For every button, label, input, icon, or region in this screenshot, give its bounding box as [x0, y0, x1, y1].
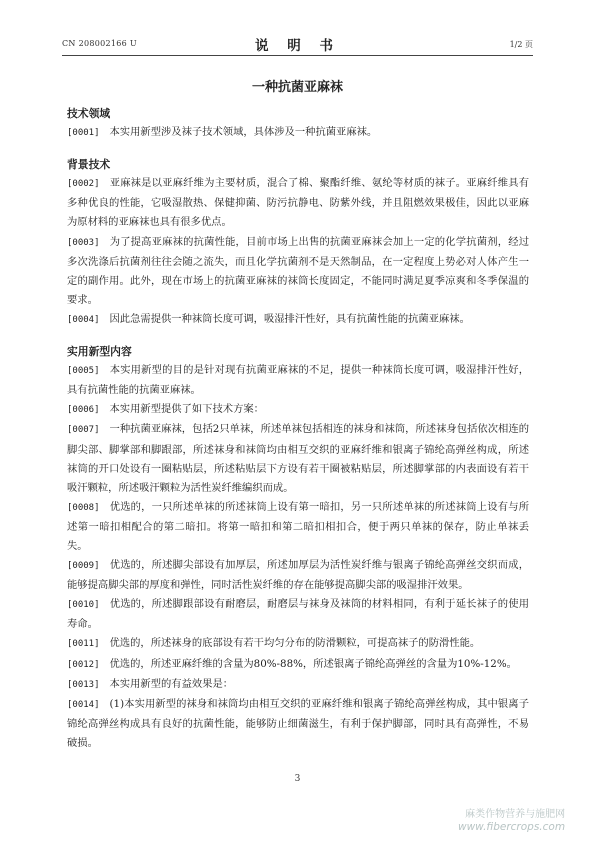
- paragraph: [67, 361, 529, 400]
- paragraph: [67, 695, 529, 753]
- paragraph-number: [0006]: [67, 405, 100, 416]
- paragraph-number: [0007]: [67, 425, 100, 436]
- paragraph-number: [0009]: [67, 561, 100, 572]
- paragraph: [67, 123, 529, 143]
- paragraph: [67, 675, 529, 695]
- paragraph: [67, 655, 529, 675]
- paragraph-number: [0001]: [67, 128, 100, 139]
- paragraph-number: [0005]: [67, 366, 100, 377]
- paragraph-text: 优选的，所述袜身的底部设有若干均匀分布的防滑颗粒，可提高袜子的防滑性能。: [109, 637, 481, 650]
- paragraph-number: [0012]: [67, 659, 100, 670]
- paragraph: [67, 310, 529, 330]
- paragraph: [67, 233, 529, 310]
- page-number: 3: [294, 774, 301, 784]
- paragraph: [67, 498, 529, 556]
- paragraph-text: (1)本实用新型的袜身和袜筒均由相互交织的亚麻纤维和银离子锦纶高弹丝构成，其中银离子锦纶高弹丝构成具有良好的抗菌性能，能够防止细菌滋生，有利于保护脚部，同时具有高弹性，不易破损。: [67, 697, 529, 749]
- paragraph-text: 优选的，一只所述单袜的所述袜筒上设有第一暗扣，另一只所述单袜的所述袜筒上设有与所述第一暗扣相配合的第二暗扣。将第一暗扣和第二暗扣相扣合，便于两只单袜的保存，防止单袜丢失。: [67, 500, 529, 552]
- paragraph: [67, 595, 529, 634]
- section-heading: 背景技术: [67, 158, 111, 172]
- paragraph: [67, 420, 529, 497]
- paragraph: [67, 556, 529, 595]
- document-body: [67, 104, 529, 753]
- paragraph-number: [0011]: [67, 639, 100, 650]
- paragraph-text: 因此急需提供一种袜筒长度可调，吸湿排汗性好，具有抗菌性能的抗菌亚麻袜。: [109, 312, 470, 325]
- paragraph-text: 优选的，所述脚跟部设有耐磨层，耐磨层与袜身及袜筒的材料相同，有利于延长袜子的使用寿命。: [67, 598, 529, 631]
- paragraph-number: [0003]: [67, 237, 100, 248]
- paragraph: [67, 174, 529, 232]
- watermark-name: 麻类作物营养与施肥网: [465, 809, 566, 820]
- watermark-url: www.fibercrops.com: [458, 821, 566, 833]
- watermark: [458, 808, 565, 834]
- paragraph-number: [0008]: [67, 502, 100, 513]
- document-type: 说 明 书: [255, 38, 340, 54]
- paragraph-number: [0010]: [67, 600, 100, 611]
- header-divider: [62, 55, 533, 56]
- paragraph-number: [0002]: [67, 179, 100, 190]
- page-label: 1/2 页: [509, 40, 533, 49]
- document-title: 一种抗菌亚麻袜: [251, 80, 343, 95]
- paragraph-text: 一种抗菌亚麻袜，包括2只单袜，所述单袜包括相连的袜身和袜筒，所述袜身包括依次相连的脚尖部、脚掌部和脚跟部，所述袜身和袜筒均由相互交织的亚麻纤维和银离子锦纶高弹丝构成，所述袜筒的开口处设有一圈粘贴层，所述粘贴层下方设有若干圈被粘贴层，所述脚掌部的内表面设有若干吸汗颗粒，所述吸汗颗粒为活性炭纤维编织而成。: [67, 423, 529, 494]
- paragraph-text: 优选的，所述亚麻纤维的含量为80%-88%，所述银离子锦纶高弹丝的含量为10%-12%。: [109, 657, 517, 670]
- paragraph-text: 本实用新型涉及袜子技术领域，具体涉及一种抗菌亚麻袜。: [109, 126, 378, 139]
- paragraph: [67, 634, 529, 654]
- section-heading: 实用新型内容: [67, 345, 132, 359]
- paragraph-text: 本实用新型提供了如下技术方案：: [109, 403, 264, 416]
- paragraph-number: [0004]: [67, 314, 100, 325]
- publication-number: CN 208002166 U: [62, 39, 137, 48]
- paragraph-text: 本实用新型的有益效果是：: [109, 677, 234, 690]
- paragraph-text: 为了提高亚麻袜的抗菌性能，目前市场上出售的抗菌亚麻袜会加上一定的化学抗菌剂，经过多次洗涤后抗菌剂往往会随之流失，而且化学抗菌剂不是天然制品，在一定程度上势必对人体产生一定的副作用。此外，现在市场上的抗菌亚麻袜的袜筒长度固定，不能同时满足夏季凉爽和冬季保温的要求。: [67, 235, 529, 306]
- paragraph-text: 本实用新型的目的是针对现有抗菌亚麻袜的不足，提供一种袜筒长度可调，吸湿排汗性好，具有抗菌性能的抗菌亚麻袜。: [67, 364, 529, 397]
- paragraph: [67, 400, 529, 420]
- section-heading: 技术领域: [67, 107, 111, 120]
- page-header: [62, 34, 533, 54]
- paragraph-text: 亚麻袜是以亚麻纤维为主要材质，混合了棉、聚酯纤维、氨纶等材质的袜子。亚麻纤维具有多种优良的性能，它吸湿散热、保健抑菌、防污抗静电、防紫外线，并且阻燃效果极佳，因此以亚麻为原材料的亚麻袜也具有很多优点。: [67, 177, 529, 229]
- paragraph-number: [0014]: [67, 699, 100, 710]
- paragraph-number: [0013]: [67, 679, 100, 690]
- paragraph-text: 优选的，所述脚尖部设有加厚层，所述加厚层为活性炭纤维与银离子锦纶高弹丝交织而成，能够提高脚尖部的厚度和弹性，同时活性炭纤维的存在能够提高脚尖部的吸湿排汗效果。: [67, 559, 529, 592]
